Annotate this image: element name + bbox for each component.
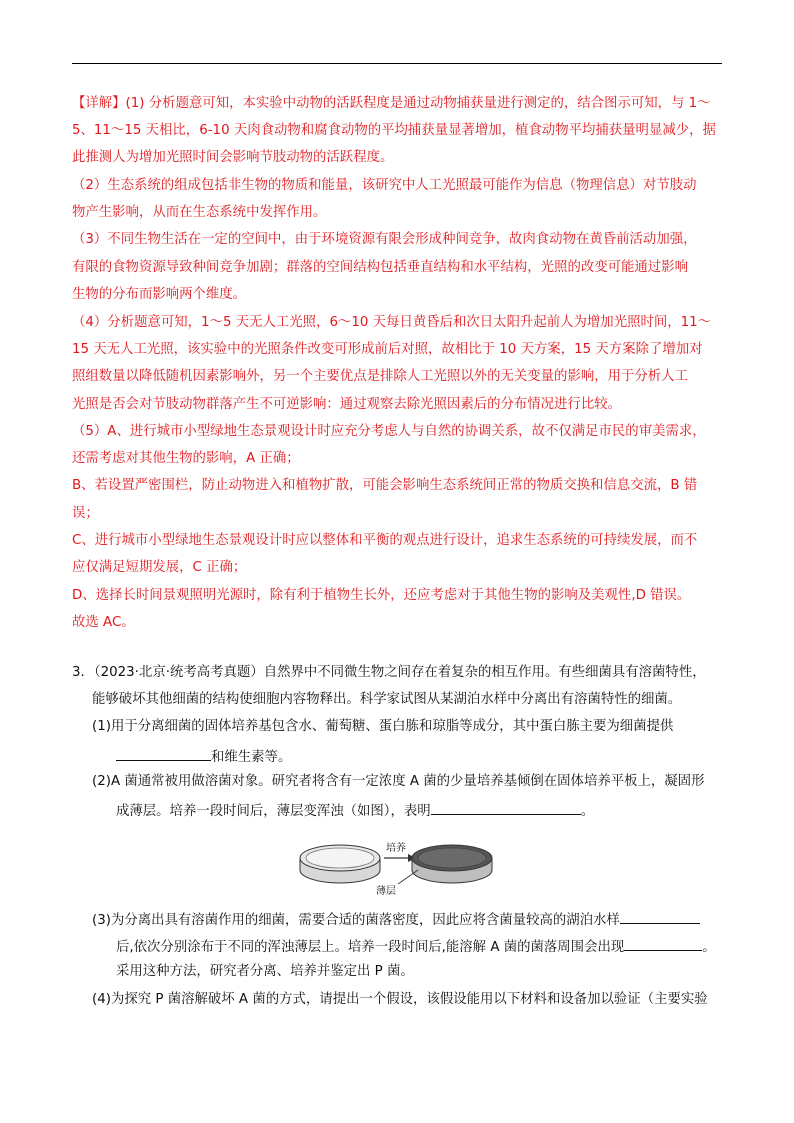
answer-line: 应仅满足短期发展，C 正确； — [72, 560, 247, 575]
answer-line: 【详解】(1) 分析题意可知，本实验中动物的活跃程度是通过动物捕获量进行测定的，结合图示可知，与 1～ — [72, 96, 711, 111]
answer-line: B、若设置严密围栏，防止动物进入和植物扩散，可能会影响生态系统间正常的物质交换和信息交流，B 错 — [72, 478, 698, 493]
answer-line: 15 天无人工光照，该实验中的光照条件改变可形成前后对照，故相比于 10 天方案，15 天方案除了增加对 — [72, 342, 703, 357]
answer-line: （5）A、进行城市小型绿地生态景观设计时应充分考虑人与自然的协调关系，故不仅满足市民的审美需求， — [72, 424, 706, 439]
answer-line: 光照是否会对节肢动物群落产生不可逆影响：通过观察去除光照因素后的分布情况进行比较。 — [72, 397, 622, 412]
subquestion-3: (3)为分离出具有溶菌作用的细菌，需要合适的菌落密度，因此应将含菌量较高的湖泊水样 — [92, 909, 700, 930]
subquestion-3-cont: 后,依次分别涂布于不同的浑浊薄层上。培养一段时间后,能溶解 A 菌的菌落周围会出现 。 — [116, 936, 716, 957]
answer-line: 生物的分布而影响两个维度。 — [72, 287, 247, 302]
turbid-dish-icon — [412, 845, 492, 883]
answer-line: 还需考虑对其他生物的影响，A 正确； — [72, 451, 300, 466]
subquestion-1-cont: 和维生素等。 — [116, 746, 291, 767]
pointer-line — [398, 870, 418, 884]
subquestion-4: (4)为探究 P 菌溶解破坏 A 菌的方式，请提出一个假设，该假设能用以下材料和设备加以验证（主要实验 — [92, 992, 708, 1007]
clear-dish-icon — [300, 845, 380, 883]
answer-line: 故选 AC。 — [72, 615, 135, 630]
subquestion-2: (2)A 菌通常被用做溶菌对象。研究者将含有一定浓度 A 菌的少量培养基倾倒在固体培养平板上，凝固形 — [92, 774, 705, 789]
answer-line: （4）分析题意可知，1～5 天无人工光照，6～10 天每日黄昏后和次日太阳升起前人为增加光照时间，11～ — [72, 315, 712, 330]
answer-line: （2）生态系统的组成包括非生物的物质和能量，该研究中人工光照最可能作为信息（物理信息）对节肢动 — [72, 178, 697, 193]
answer-line: （3）不同生物生活在一定的空间中，由于环境资源有限会形成种间竞争，故肉食动物在黄昏前活动加强， — [72, 232, 697, 247]
subquestion-1: (1)用于分离细菌的固体培养基包含水、葡萄糖、蛋白胨和琼脂等成分，其中蛋白胨主要为细菌提供 — [92, 719, 674, 734]
answer-blank[interactable] — [431, 800, 581, 815]
layer-label: 薄层 — [376, 886, 396, 897]
answer-line: 误； — [72, 506, 99, 521]
petri-dish-figure — [298, 836, 494, 898]
answer-line: D、选择长时间景观照明光源时，除有利于植物生长外，还应考虑对于其他生物的影响及美观性,D 错误。 — [72, 588, 691, 603]
answer-blank[interactable] — [624, 936, 702, 951]
arrow-icon — [384, 854, 416, 862]
question-stem-line: 能够破坏其他细菌的结构使细胞内容物释出。科学家试图从某湖泊水样中分离出有溶菌特性的细菌。 — [92, 692, 682, 707]
question-stem-line: 3．（2023·北京·统考高考真题）自然界中不同微生物之间存在着复杂的相互作用。有些细菌具有溶菌特性， — [72, 665, 706, 680]
subquestion-2-cont: 成薄层。培养一段时间后，薄层变浑浊（如图），表明 。 — [116, 800, 594, 821]
answer-blank[interactable] — [620, 909, 700, 924]
answer-line: 5、11～15 天相比，6-10 天肉食动物和腐食动物的平均捕获量显著增加，植食动物平均捕获量明显减少，据 — [72, 123, 716, 138]
answer-line: C、进行城市小型绿地生态景观设计时应以整体和平衡的观点进行设计，追求生态系统的可持续发展，而不 — [72, 533, 698, 548]
answer-line: 物产生影响，从而在生态系统中发挥作用。 — [72, 205, 327, 220]
answer-line: 有限的食物资源导致种间竞争加剧；群落的空间结构包括垂直结构和水平结构，光照的改变可能通过影响 — [72, 260, 688, 275]
arrow-label: 培养 — [386, 843, 406, 854]
answer-line: 此推测人为增加光照时间会影响节肢动物的活跃程度。 — [72, 150, 394, 165]
header-rule — [72, 63, 722, 64]
subquestion-3-cont: 采用这种方法，研究者分离、培养并鉴定出 P 菌。 — [116, 964, 414, 979]
answer-line: 照组数量以降低随机因素影响外，另一个主要优点是排除人工光照以外的无关变量的影响，用于分析人工 — [72, 369, 688, 384]
answer-blank[interactable] — [116, 746, 211, 761]
